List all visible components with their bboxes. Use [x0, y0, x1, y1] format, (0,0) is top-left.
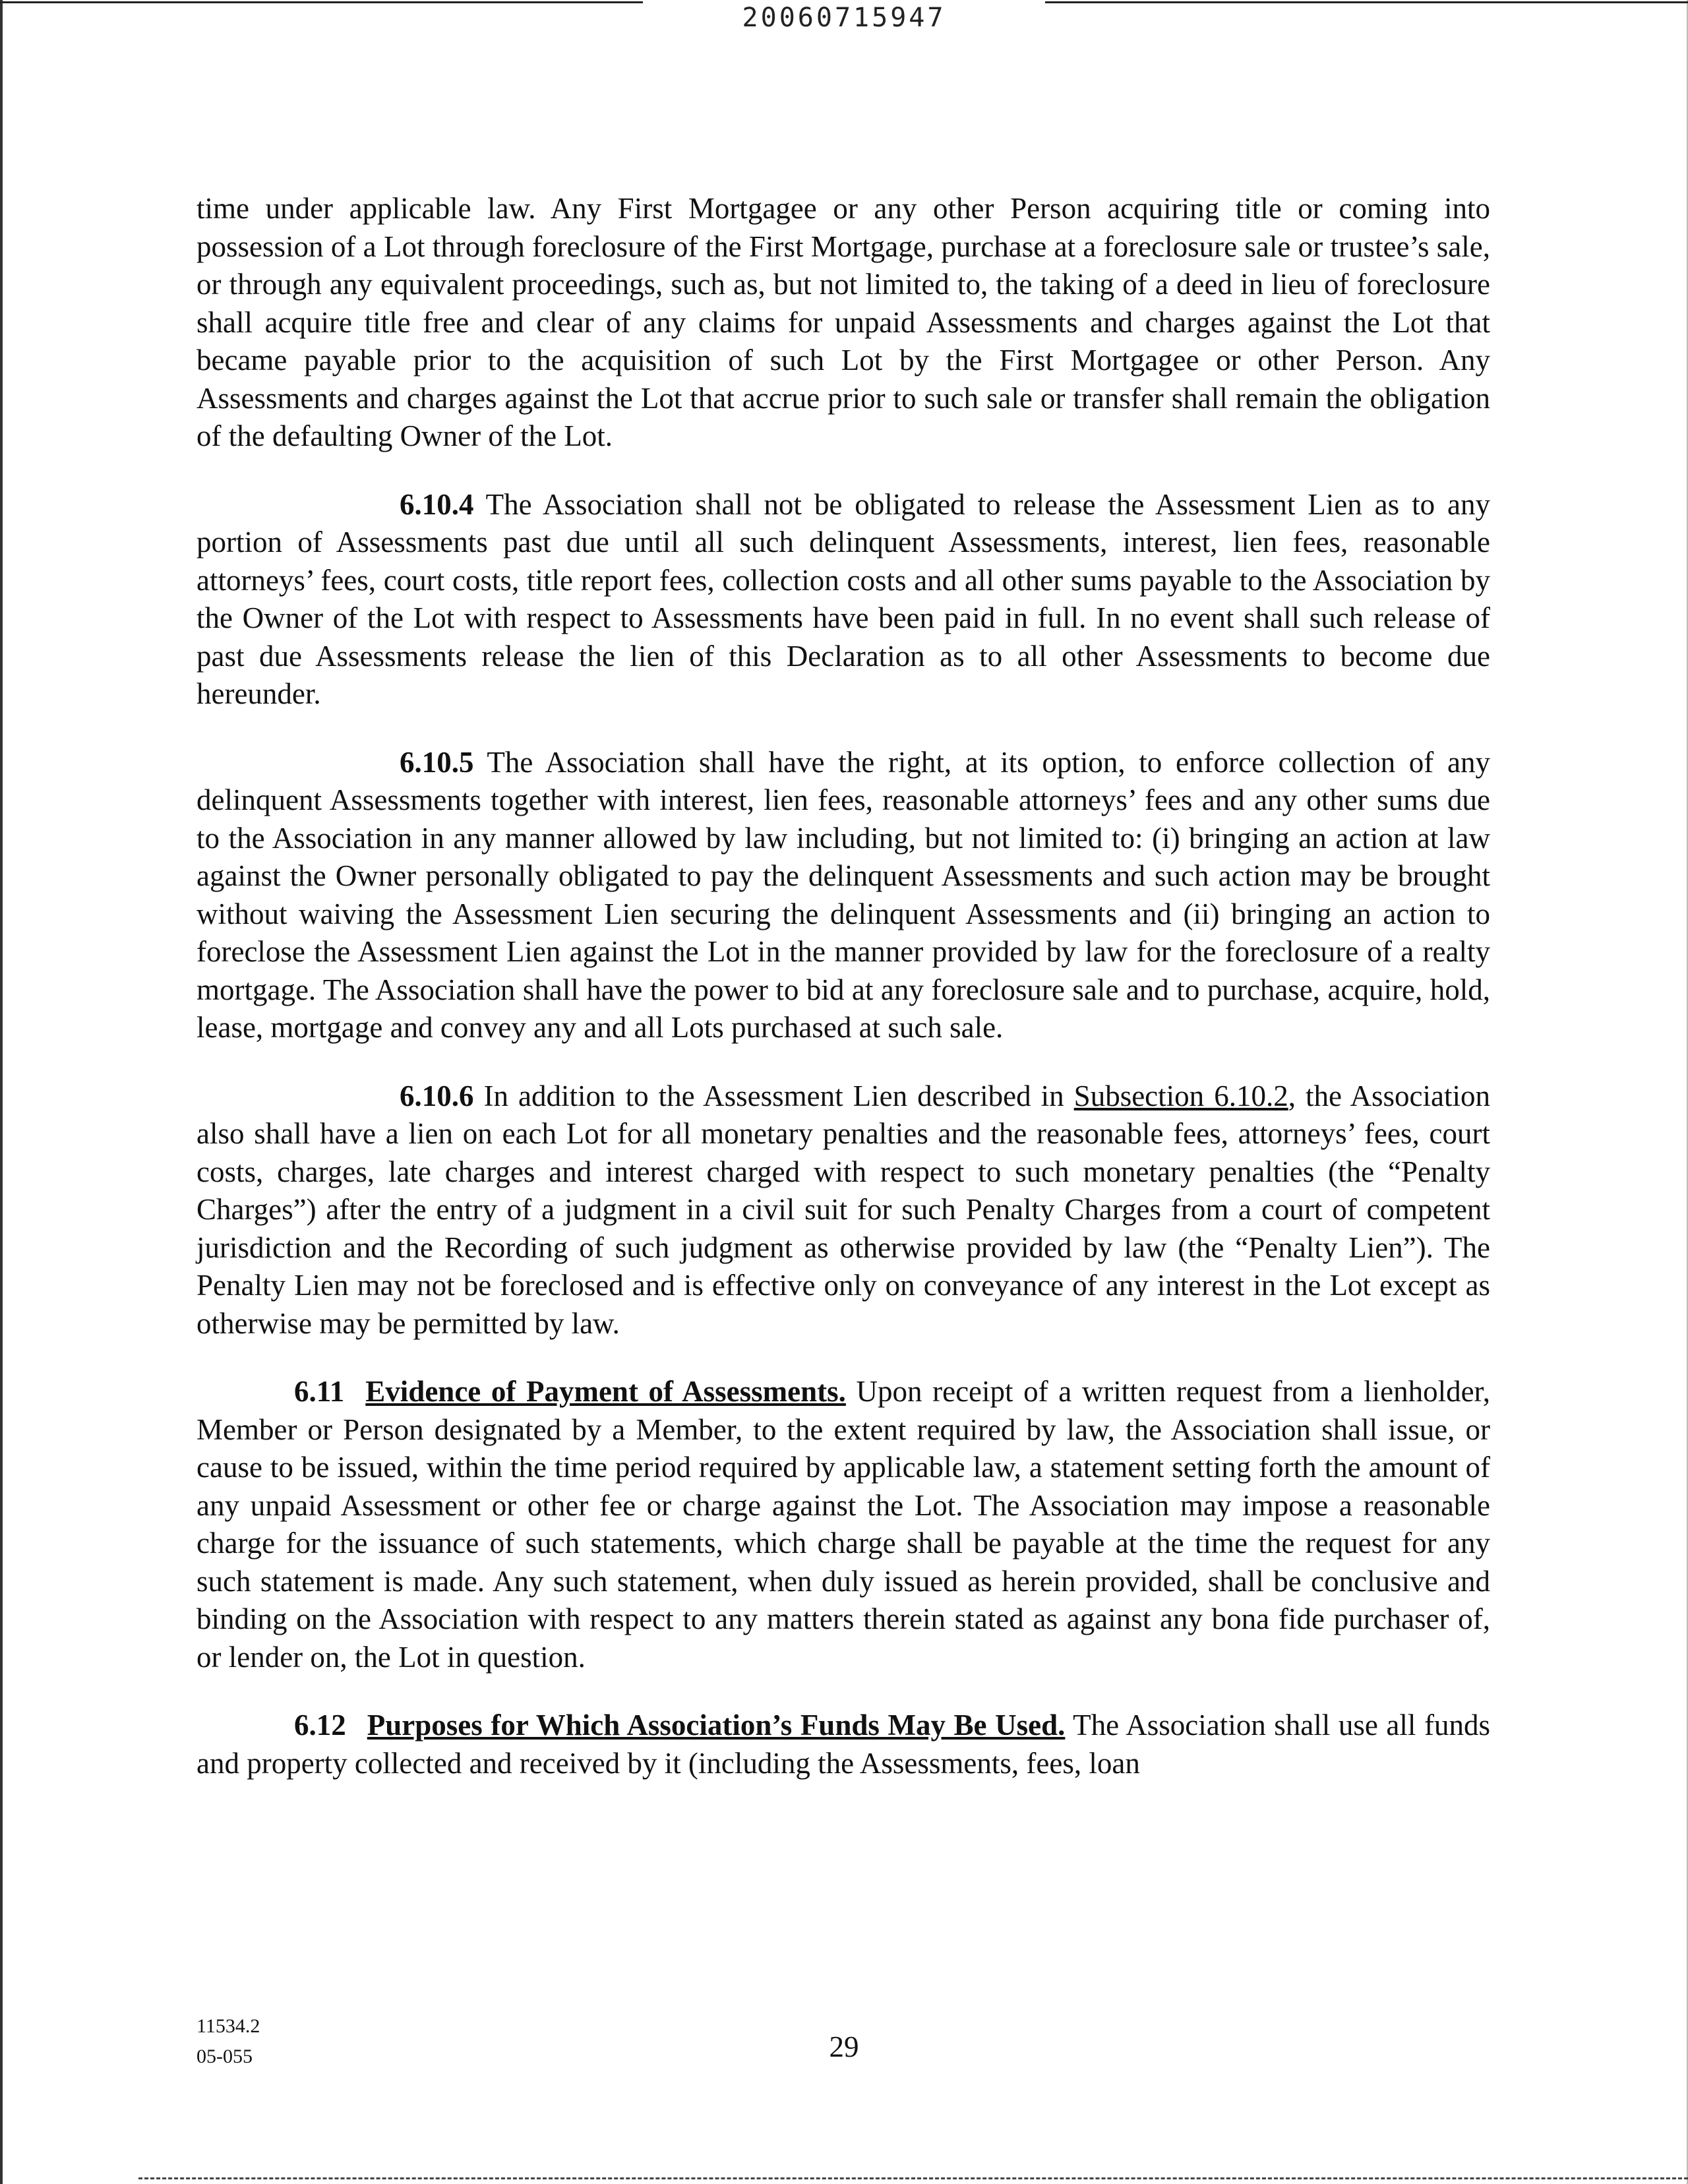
section-text: Upon receipt of a written request from a lienholder, Member or Person designated by a Member, to the extent required by law, the Association shall issue, or cause to be issued, within the time period required by applicable law, a statement setting forth the amount of any unpaid Assessment or other fee or charge against the Lot. The Association may impose a reasonable charge for the issuance of such statements, which charge shall be payable at the time the request for any such statement is made. Any such statement, when duly issued as herein provided, shall be conclusive and binding on the Association with respect to any matters therein stated as against any bona fide purchaser of, or lender on, the Lot in question. — [196, 1375, 1490, 1674]
section-heading: Purposes for Which Association’s Funds May Be Used. — [367, 1709, 1066, 1742]
header-bar — [0, 0, 1688, 40]
section-6-12 — [196, 1707, 1490, 1782]
section-text: , the Association also shall have a lien on each Lot for all monetary penalties and the reasonable fees, attorneys’ fees, court costs, charges, late charges and interest charged with respect to such monetary penalties (the “Penalty Charges”) after the entry of a judgment in a civil suit for such Penalty Charges from a court of competent jurisdiction and the Recording of such judgment as otherwise provided by law (the “Penalty Lien”). The Penalty Lien may not be foreclosed and is effective only on conveyance of any interest in the Lot except as otherwise may be permitted by law. — [196, 1079, 1490, 1340]
section-6-11 — [196, 1373, 1490, 1676]
page-number: 29 — [829, 2030, 859, 2063]
section-text: The Association shall have the right, at its option, to enforce collection of any delinquent Assessments together with interest, lien fees, reasonable attorneys’ fees and any other sums due to the Association in any manner allowed by law including, but not limited to: (i) bringing an action at law against the Owner personally obligated to pay the delinquent Assessments and such action may be brought without waiving the Assessment Lien securing the delinquent Assessments and (ii) bringing an action to foreclose the Assessment Lien against the Lot in the manner provided by law for the foreclosure of a realty mortgage. The Association shall have the power to bid at any foreclosure sale and to purchase, acquire, hold, lease, mortgage and convey any and all Lots purchased at such sale. — [196, 745, 1490, 1044]
section-text: The Association shall not be obligated to release the Assessment Lien as to any portion of Assessments past due until all such delinquent Assessments, interest, lien fees, reasonable attorneys’ fees, court costs, title report fees, collection costs and all other sums payable to the Association by the Owner of the Lot with respect to Assessments have been paid in full. In no event shall such release of past due Assessments release the lien of this Declaration as to all other Assessments to become due hereunder. — [196, 487, 1490, 710]
subsection-reference: Subsection 6.10.2 — [1073, 1079, 1288, 1112]
section-number: 6.11 — [294, 1375, 345, 1408]
section-number: 6.10.5 — [400, 745, 474, 779]
section-6-10-4 — [196, 486, 1490, 713]
section-6-10-6 — [196, 1077, 1490, 1343]
paragraph-continuation: time under applicable law. Any First Mortgagee or any other Person acquiring title or coming into possession of a Lot through foreclosure of the First Mortgage, purchase at a foreclosure sale or trustee’s sale, or through any equivalent proceedings, such as, but not limited to, the taking of a deed in lieu of foreclosure shall acquire title free and clear of any claims for unpaid Assessments and charges against the Lot that became payable prior to the acquisition of such Lot by the First Mortgagee or other Person. Any Assessments and charges against the Lot that accrue prior to such sale or transfer shall remain the obligation of the defaulting Owner of the Lot. — [196, 192, 1490, 452]
header-rule-right — [1045, 1, 1688, 3]
recording-number: 20060715947 — [742, 3, 946, 33]
footer-doc-id: 11534.2 — [196, 2015, 260, 2037]
section-number: 6.12 — [294, 1709, 346, 1742]
page-body — [196, 190, 1490, 1813]
section-6-10-5 — [196, 744, 1490, 1047]
section-heading: Evidence of Payment of Assessments. — [365, 1375, 846, 1408]
bottom-scan-line — [138, 2177, 1688, 2179]
section-text: In addition to the Assessment Lien described in — [473, 1079, 1074, 1112]
section-number: 6.10.4 — [400, 487, 474, 521]
footer-doc-code: 05-055 — [196, 2046, 253, 2067]
left-margin-scan-line — [0, 0, 3, 2184]
section-number: 6.10.6 — [400, 1079, 474, 1112]
section-text: The Association shall use all funds and property collected and received by it (including the Assessments, fees, loan — [196, 1709, 1490, 1780]
